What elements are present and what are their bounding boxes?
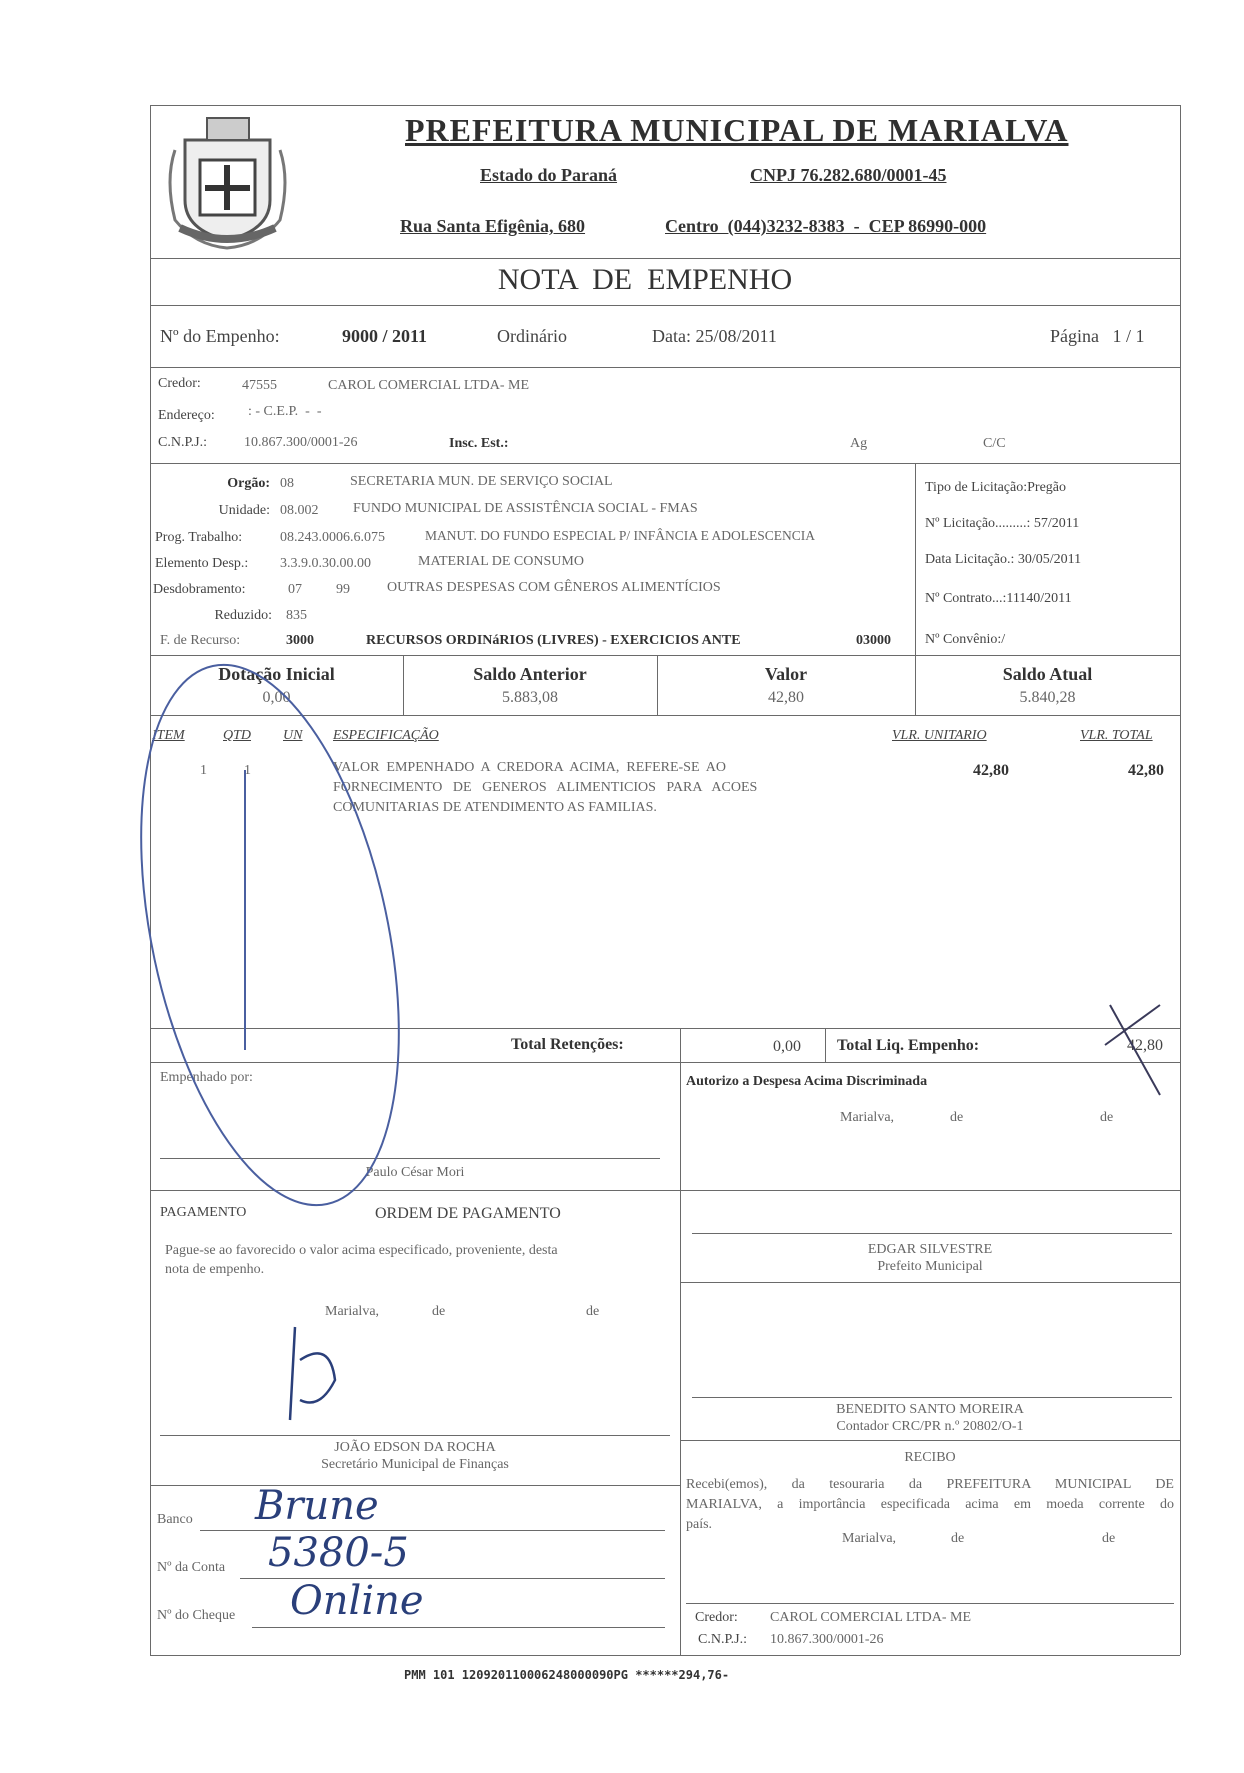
- creditor-name: CAROL COMERCIAL LTDA- ME: [328, 378, 530, 393]
- reduzido-label: Reduzido:: [214, 608, 272, 623]
- creditor-address-label: Endereço:: [158, 408, 215, 423]
- prefeito-title: Prefeito Municipal: [877, 1259, 983, 1274]
- footer-code: PMM 101 120920110006248000090PG ******294,76-: [404, 1668, 730, 1682]
- retencoes-value: 0,00: [773, 1038, 801, 1055]
- unidade-code: 08.002: [280, 503, 319, 518]
- retencoes-label: Total Retenções:: [511, 1036, 624, 1053]
- item-total-value: 42,80: [1128, 762, 1164, 779]
- org-contact: Centro (044)3232-8383 - CEP 86990-000: [665, 216, 987, 236]
- recibo-cnpj-label: C.N.P.J.:: [698, 1632, 748, 1647]
- payment-text: Pague-se ao favorecido o valor acima especificado, proveniente, desta: [165, 1243, 558, 1258]
- recibo-credor: CAROL COMERCIAL LTDA- ME: [770, 1610, 972, 1625]
- saldo-atual-label: Saldo Atual: [1002, 664, 1093, 684]
- creditor-cnpj-label: C.N.P.J.:: [158, 435, 208, 450]
- saldo-anterior-value: 5.883,08: [502, 689, 558, 706]
- reduzido-value: 835: [286, 608, 307, 623]
- cheque-handwritten: Online: [290, 1578, 424, 1624]
- prog-label: Prog. Trabalho:: [155, 530, 243, 545]
- contador-name: BENEDITO SANTO MOREIRA: [836, 1402, 1024, 1417]
- col-total: VLR. TOTAL: [1080, 728, 1153, 743]
- org-address: Rua Santa Efigênia, 680: [400, 216, 586, 236]
- col-qtd: QTD: [223, 728, 252, 743]
- banco-handwritten: Brune: [255, 1483, 379, 1529]
- marialva-date-city: Marialva,: [842, 1531, 897, 1546]
- pagamento-label: PAGAMENTO: [160, 1205, 247, 1220]
- orgao-code: 08: [280, 476, 294, 491]
- marialva-date-de: de: [950, 1110, 964, 1125]
- elemento-label: Elemento Desp.:: [155, 556, 249, 571]
- item-spec-line: VALOR EMPENHADO A CREDORA ACIMA, REFERE-SE AO: [333, 760, 726, 775]
- item-spec-line: FORNECIMENTO DE GENEROS ALIMENTICIOS PARA ACOES: [333, 780, 758, 795]
- contrato-number: Nº Contrato...:11140/2011: [925, 591, 1072, 606]
- licitacao-type: Tipo de Licitação:Pregão: [925, 480, 1067, 495]
- pen-check-mark: [1105, 1005, 1160, 1095]
- creditor-cc-label: C/C: [983, 436, 1006, 451]
- secretario-name: JOÃO EDSON DA ROCHA: [334, 1440, 496, 1455]
- col-spec: ESPECIFICAÇÃO: [333, 728, 439, 743]
- orgao-label: Orgão:: [227, 476, 270, 491]
- marialva-date-de: de: [951, 1531, 965, 1546]
- marialva-date-de: de: [1100, 1110, 1114, 1125]
- col-un: UN: [283, 728, 303, 743]
- empenhado-label: Empenhado por:: [160, 1070, 253, 1085]
- creditor-label: Credor:: [158, 376, 201, 391]
- saldo-anterior-label: Saldo Anterior: [473, 664, 587, 684]
- recibo-text: Recebi(emos), da tesouraria da PREFEITURA MUNICIPAL DE: [686, 1477, 1174, 1492]
- licitacao-number: Nº Licitação.........: 57/2011: [925, 516, 1080, 531]
- creditor-code: 47555: [242, 378, 277, 393]
- prog-name: MANUT. DO FUNDO ESPECIAL P/ INFÂNCIA E ADOLESCENCIA: [425, 528, 816, 543]
- liquido-label: Total Liq. Empenho:: [837, 1037, 980, 1054]
- org-title: PREFEITURA MUNICIPAL DE MARIALVA: [405, 112, 1069, 148]
- desdob-code: 07: [288, 582, 302, 597]
- prefeito-name: EDGAR SILVESTRE: [867, 1242, 993, 1257]
- recibo-cnpj: 10.867.300/0001-26: [770, 1632, 884, 1647]
- item-unit-value: 42,80: [973, 762, 1009, 779]
- item-qtd: 1: [244, 763, 251, 778]
- marialva-date-de: de: [1102, 1531, 1116, 1546]
- col-unit: VLR. UNITARIO: [892, 728, 987, 743]
- marialva-date-de: de: [432, 1304, 446, 1319]
- creditor-address: : - C.E.P. - -: [248, 404, 322, 419]
- recibo-text: país.: [686, 1517, 713, 1532]
- recibo-text: MARIALVA, a importância especificada acima em moeda corrente do: [686, 1497, 1174, 1512]
- creditor-cnpj: 10.867.300/0001-26: [244, 435, 358, 450]
- empenho-page: Página 1 / 1: [1050, 326, 1145, 346]
- contador-title: Contador CRC/PR n.º 20802/O-1: [836, 1419, 1024, 1434]
- empenho-number-label: Nº do Empenho:: [160, 326, 280, 346]
- ordem-pagamento-label: ORDEM DE PAGAMENTO: [375, 1205, 561, 1222]
- creditor-insc-label: Insc. Est.:: [449, 436, 509, 451]
- empenho-number: 9000 / 2011: [342, 326, 428, 346]
- valor-value: 42,80: [768, 689, 804, 706]
- orgao-name: SECRETARIA MUN. DE SERVIÇO SOCIAL: [350, 474, 613, 489]
- desdob-label: Desdobramento:: [153, 582, 246, 597]
- banco-label: Banco: [157, 1512, 193, 1527]
- dotacao-label: Dotação Inicial: [218, 664, 335, 684]
- empenho-date: Data: 25/08/2011: [652, 326, 777, 346]
- recurso-code: 3000: [286, 633, 314, 648]
- recurso-code2: 03000: [856, 633, 891, 648]
- licitacao-date: Data Licitação.: 30/05/2011: [925, 552, 1082, 567]
- unidade-label: Unidade:: [218, 503, 270, 518]
- liquido-value: 42,80: [1127, 1037, 1163, 1054]
- desdob-name: OUTRAS DESPESAS COM GÊNEROS ALIMENTÍCIOS: [387, 580, 721, 595]
- elemento-name: MATERIAL DE CONSUMO: [418, 554, 584, 569]
- valor-label: Valor: [764, 664, 808, 684]
- pen-initials: [290, 1327, 335, 1420]
- marialva-date-city: Marialva,: [325, 1304, 380, 1319]
- conta-label: Nº da Conta: [157, 1560, 226, 1575]
- document-title: NOTA DE EMPENHO: [497, 263, 793, 296]
- prog-code: 08.243.0006.6.075: [280, 530, 385, 545]
- org-state: Estado do Paraná: [480, 165, 618, 185]
- secretario-title: Secretário Municipal de Finanças: [321, 1457, 509, 1472]
- saldo-atual-value: 5.840,28: [1019, 689, 1076, 706]
- creditor-ag-label: Ag: [850, 436, 868, 451]
- recibo-credor-label: Credor:: [695, 1610, 738, 1625]
- marialva-date-city: Marialva,: [840, 1110, 895, 1125]
- item-spec-line: COMUNITARIAS DE ATENDIMENTO AS FAMILIAS.: [333, 800, 657, 815]
- cheque-label: Nº do Cheque: [157, 1608, 236, 1623]
- elemento-code: 3.3.9.0.30.00.00: [280, 556, 371, 571]
- empenho-type: Ordinário: [497, 326, 567, 346]
- conta-handwritten: 5380-5: [268, 1530, 409, 1576]
- recibo-title: RECIBO: [904, 1450, 956, 1465]
- autorizo-text: Autorizo a Despesa Acima Discriminada: [686, 1074, 928, 1089]
- desdob-sub: 99: [336, 582, 350, 597]
- dotacao-value: 0,00: [262, 689, 291, 706]
- pen-oval-mark: [97, 641, 442, 1228]
- org-cnpj: CNPJ 76.282.680/0001-45: [750, 165, 947, 185]
- col-item: ITEM: [152, 728, 185, 743]
- recurso-label: F. de Recurso:: [160, 633, 241, 648]
- payment-text: nota de empenho.: [165, 1262, 265, 1277]
- marialva-date-de: de: [586, 1304, 600, 1319]
- recurso-name: RECURSOS ORDINáRIOS (LIVRES) - EXERCICIOS ANTE: [366, 633, 741, 648]
- empenhado-name: Paulo César Mori: [365, 1165, 465, 1180]
- item-number: 1: [200, 763, 207, 778]
- unidade-name: FUNDO MUNICIPAL DE ASSISTÊNCIA SOCIAL - FMAS: [353, 501, 698, 516]
- convenio-number: Nº Convênio:/: [925, 632, 1006, 647]
